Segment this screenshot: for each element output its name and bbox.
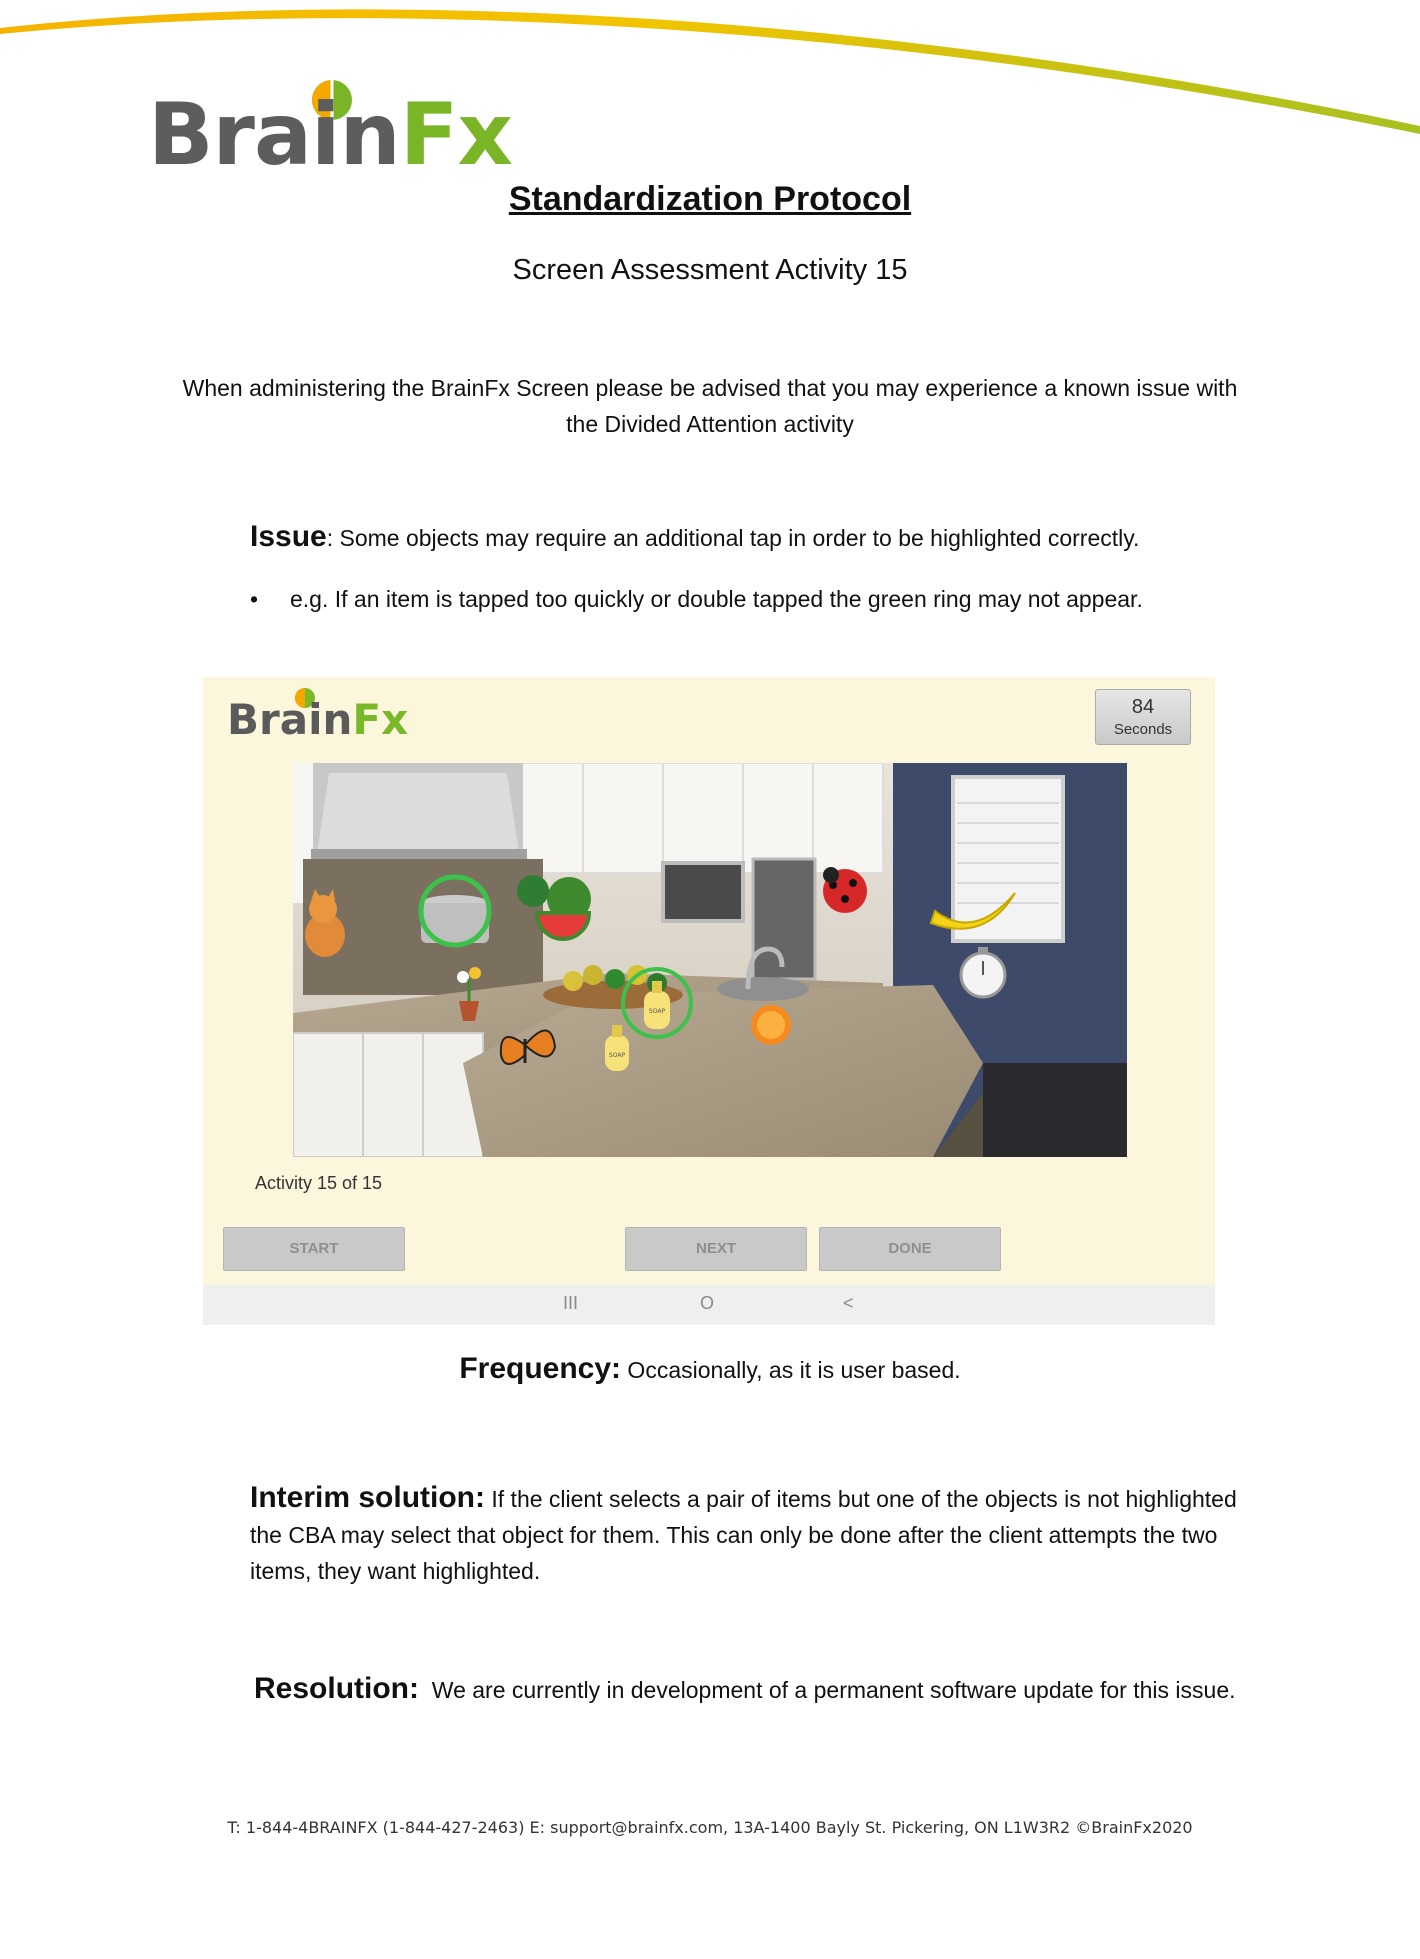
resolution-text: We are currently in development of a permanent software update for this issue. [419, 1677, 1236, 1703]
interim-text: If the client selects a pair of items but one of the objects is not highlighted the CBA may select that object for them. This can only be done after the client attempts the two items, they want highlighted. [250, 1486, 1237, 1584]
android-nav-bar [203, 1285, 1215, 1325]
resolution-line [254, 1672, 1236, 1706]
frequency-text: Occasionally, as it is user based. [621, 1357, 961, 1383]
issue-label: Issue [250, 520, 327, 553]
soap-label: SOAP [648, 1008, 666, 1015]
bullet-symbol: • [250, 586, 259, 612]
app-screenshot [203, 677, 1215, 1325]
interim-label: Interim solution: [250, 1481, 485, 1514]
timer-label: Seconds [1113, 721, 1173, 738]
soap-label: SOAP [608, 1052, 626, 1059]
interim-solution-paragraph [250, 1480, 1255, 1589]
intro-paragraph: When administering the BrainFx Screen please be advised that you may experience a known issue with the Divided Attention activity [182, 375, 1238, 437]
kitchen-scene[interactable] [293, 763, 1127, 1157]
orange-icon [751, 1005, 791, 1045]
start-button[interactable]: START [223, 1227, 405, 1271]
recent-apps-icon[interactable]: III [563, 1293, 579, 1313]
page-subtitle: Screen Assessment Activity 15 [512, 254, 908, 286]
frequency-line [0, 1352, 1420, 1386]
next-button[interactable]: NEXT [625, 1227, 807, 1271]
timer-display [1095, 689, 1191, 745]
issue-line [250, 520, 1139, 554]
resolution-label: Resolution: [254, 1672, 419, 1705]
issue-colon: : [326, 525, 334, 551]
issue-text: Some objects may require an additional tap in order to be highlighted correctly. [333, 525, 1140, 551]
back-icon[interactable]: < [843, 1293, 854, 1313]
logo-wordmark: BrainFx [148, 85, 512, 185]
issue-bullet [250, 586, 1143, 613]
brainfx-logo [148, 78, 518, 188]
page-title: Standardization Protocol [508, 180, 912, 218]
frequency-label: Frequency: [459, 1352, 622, 1385]
bullet-text: e.g. If an item is tapped too quickly or double tapped the green ring may not appear. [290, 586, 1143, 612]
footer-contact: T: 1-844-4BRAINFX (1-844-427-2463) E: support@brainfx.com, 13A-1400 Bayly St. Pickering, ON L1W3R2 ©BrainFx2020 [227, 1818, 1193, 1837]
done-button[interactable]: DONE [819, 1227, 1001, 1271]
timer-value: 84 [1131, 696, 1155, 718]
screenshot-logo: BrainFx [227, 695, 409, 744]
plant-icon [517, 875, 549, 907]
activity-counter: Activity 15 of 15 [255, 1173, 383, 1193]
home-icon[interactable]: O [700, 1293, 715, 1313]
